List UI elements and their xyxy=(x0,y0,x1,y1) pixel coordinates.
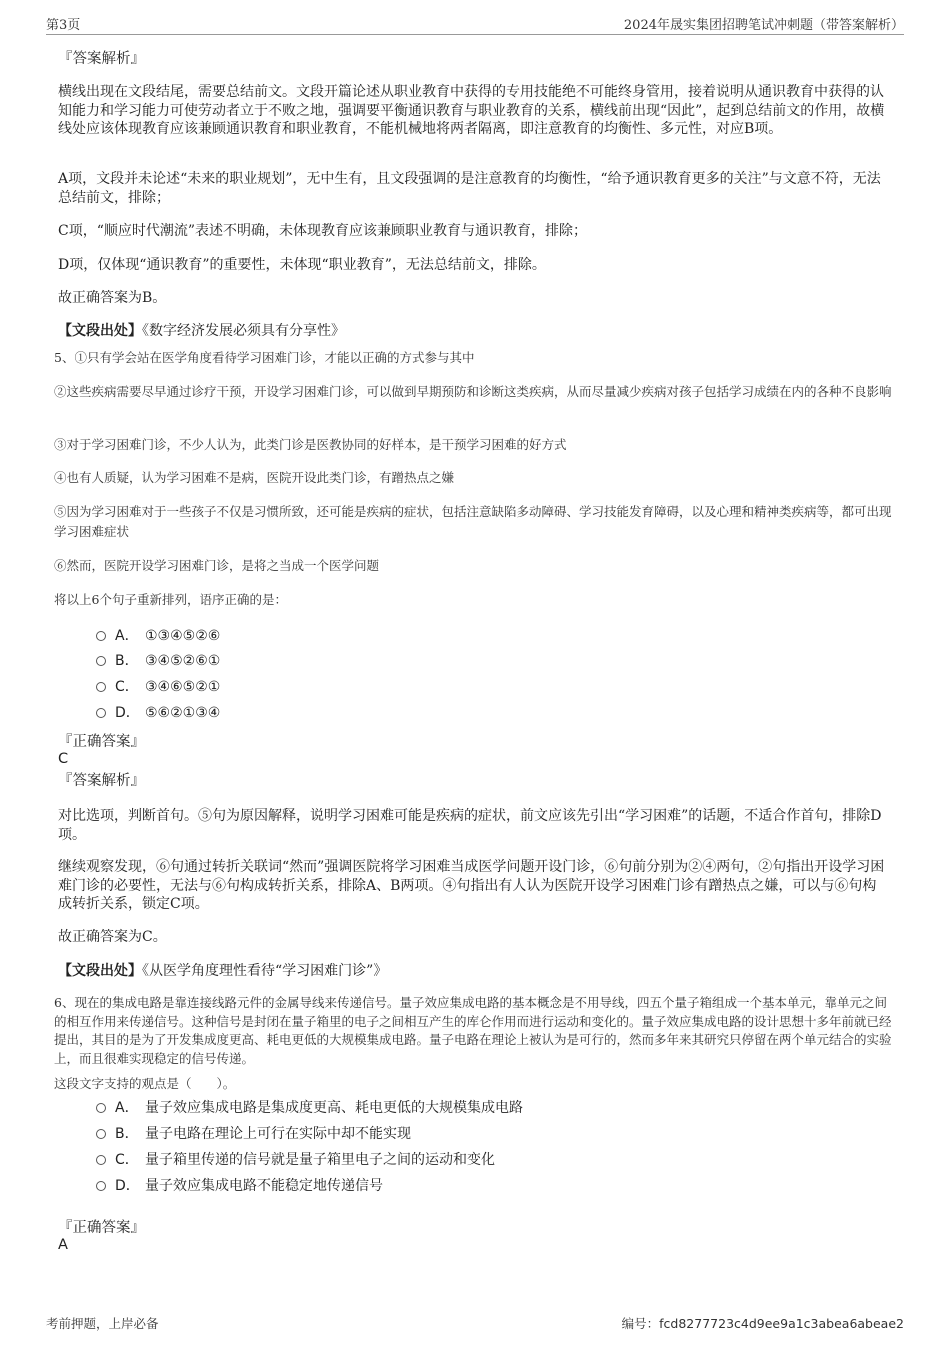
q5-source xyxy=(58,962,888,981)
radio-icon[interactable] xyxy=(96,708,106,718)
q5-source-label: 【文段出处】 xyxy=(58,963,142,979)
q5-conclusion: 故正确答案为C。 xyxy=(58,929,167,945)
q4-analysis-paragraph-4: D项，仅体现“通识教育”的重要性，未体现“职业教育”，无法总结前文，排除。 xyxy=(58,257,546,273)
q5-option-a[interactable]: A． ①③④⑤②⑥ xyxy=(96,627,220,645)
q6-prompt: 这段文字支持的观点是（ ）。 xyxy=(54,1076,236,1091)
q6-stem: 6、现在的集成电路是靠连接线路元件的金属导线来传递信号。量子效应集成电路的基本概念是不用导线，四五个量子箱组成一个基本单元，靠单元之间的相互作用来传递信号。这种信号是封闭在量子箱里的电子之间相互产生的库仑作用而进行运动和变化的。量子效应集成电路的设计思想十多年前就已经提出，其目的是为了开发集成度更高、耗电更低的大规模集成电路。量子电路在理论上被认为是可行的，然而多年来其研究只停留在两个单元结合的实验上，而且很难实现稳定的信号传递。 xyxy=(54,995,892,1066)
q5-analysis-paragraph-2: 继续观察发现，⑥句通过转折关联词“然而”强调医院将学习困难当成医学问题开设门诊，⑥句前分别为②④两句，②句指出开设学习困难门诊的必要性，无法与⑥句构成转折关系，排除A、B两项。④句指出有人认为医院开设学习困难门诊有蹭热点之嫌，可以与⑥句构成转折关系，锁定C项。 xyxy=(58,859,885,912)
q5-sentence-1: 5、①只有学会站在医学角度看待学习困难门诊，才能以正确的方式参与其中 xyxy=(54,350,475,365)
radio-icon[interactable] xyxy=(96,631,106,641)
q5-option-d[interactable]: D． ⑤⑥②①③④ xyxy=(96,704,220,722)
q6-answer-label: 『正确答案』 xyxy=(58,1220,145,1236)
q4-analysis-label: 『答案解析』 xyxy=(58,51,145,67)
q5-sentence-6: ⑥然而，医院开设学习困难门诊，是将之当成一个医学问题 xyxy=(54,558,380,573)
radio-icon[interactable] xyxy=(96,682,106,692)
q4-analysis-paragraph-3: C项，“顺应时代潮流”表述不明确，未体现教育应该兼顾职业教育与通识教育，排除； xyxy=(58,223,588,239)
page-header xyxy=(46,14,904,35)
q4-analysis-paragraph-2: A项，文段并未论述“未来的职业规划”，无中生有，且文段强调的是注意教育的均衡性，“给予通识教育更多的关注”与文意不符，无法总结前文，排除； xyxy=(58,171,881,206)
q4-source xyxy=(58,322,888,341)
q5-sentence-3: ③对于学习困难门诊，不少人认为，此类门诊是医教协同的好样本，是干预学习困难的好方式 xyxy=(54,437,567,452)
q6-answer: A xyxy=(58,1237,68,1253)
q5-sentence-4: ④也有人质疑，认为学习困难不是病，医院开设此类门诊，有蹭热点之嫌 xyxy=(54,470,455,485)
footer-slogan: 考前押题，上岸必备 xyxy=(46,1316,159,1331)
q4-source-label: 【文段出处】 xyxy=(58,323,142,339)
q6-option-c[interactable]: C． 量子箱里传递的信号就是量子箱里电子之间的运动和变化 xyxy=(96,1151,495,1169)
q5-analysis-paragraph-1: 对比选项，判断首句。⑤句为原因解释，说明学习困难可能是疾病的症状，前文应该先引出“学习困难”的话题，不适合作首句，排除D项。 xyxy=(58,808,882,843)
q5-option-c[interactable]: C． ③④⑥⑤②① xyxy=(96,678,220,696)
q6-option-d[interactable]: D． 量子效应集成电路不能稳定地传递信号 xyxy=(96,1177,383,1195)
q5-sentence-2: ②这些疾病需要尽早通过诊疗干预，开设学习困难门诊，可以做到早期预防和诊断这类疾病，从而尽量减少疾病对孩子包括学习成绩在内的各种不良影响 xyxy=(54,384,892,399)
q5-prompt: 将以上6个句子重新排列，语序正确的是： xyxy=(54,592,287,607)
page-number: 第3页 xyxy=(46,18,81,33)
q4-conclusion: 故正确答案为B。 xyxy=(58,290,167,306)
q5-option-b[interactable]: B． ③④⑤②⑥① xyxy=(96,652,220,670)
document-title: 2024年晟实集团招聘笔试冲刺题（带答案解析） xyxy=(623,18,904,33)
q5-sentence-5: ⑤因为学习困难对于一些孩子不仅是习惯所致，还可能是疾病的症状，包括注意缺陷多动障碍、学习技能发育障碍，以及心理和精神类疾病等，都可出现学习困难症状 xyxy=(54,504,892,539)
radio-icon[interactable] xyxy=(96,1181,106,1191)
q4-analysis-paragraph-1: 横线出现在文段结尾，需要总结前文。文段开篇论述从职业教育中获得的专用技能绝不可能终身管用，接着说明从通识教育中获得的认知能力和学习能力可使劳动者立于不败之地，强调要平衡通识教育与职业教育的关系，横线前出现“因此”，起到总结前文的作用，故横线处应该体现教育应该兼顾通识教育和职业教育，不能机械地将两者隔离，即注意教育的均衡性、多元性，对应B项。 xyxy=(58,84,885,137)
radio-icon[interactable] xyxy=(96,1103,106,1113)
document-code: 编号：fcd8277723c4d9ee9a1c3abea6abeae2 xyxy=(621,1316,904,1331)
q5-answer-label: 『正确答案』 xyxy=(58,734,145,750)
radio-icon[interactable] xyxy=(96,656,106,666)
q4-source-title: 《数字经济发展必须具有分享性》 xyxy=(142,323,345,339)
radio-icon[interactable] xyxy=(96,1129,106,1139)
q5-analysis-label: 『答案解析』 xyxy=(58,773,145,789)
q5-source-title: 《从医学角度理性看待“学习困难门诊”》 xyxy=(142,963,388,979)
radio-icon[interactable] xyxy=(96,1155,106,1165)
q6-option-a[interactable]: A． 量子效应集成电路是集成度更高、耗电更低的大规模集成电路 xyxy=(96,1099,523,1117)
q5-answer: C xyxy=(58,751,69,767)
q6-option-b[interactable]: B． 量子电路在理论上可行在实际中却不能实现 xyxy=(96,1125,411,1143)
